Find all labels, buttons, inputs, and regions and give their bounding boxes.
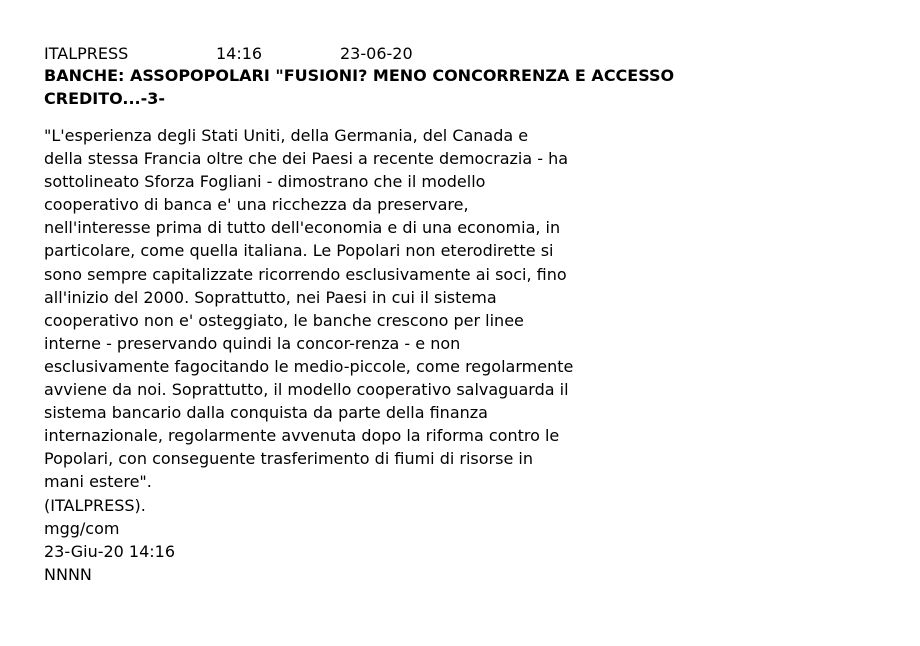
- header-time: 14:16: [216, 44, 263, 63]
- body-line: sottolineato Sforza Fogliani - dimostrano che il modello: [44, 172, 486, 192]
- body-line: nell'interesse prima di tutto dell'economia e di una economia, in: [44, 218, 561, 238]
- source-credit: (ITALPRESS).: [44, 495, 146, 515]
- agency-name: ITALPRESS: [44, 44, 129, 63]
- footer-timestamp: 23-Giu-20 14:16: [44, 541, 176, 561]
- headline-line-1: BANCHE: ASSOPOPOLARI "FUSIONI? MENO CONCORRENZA E ACCESSO: [44, 66, 675, 85]
- body-line: cooperativo di banca e' una ricchezza da preservare,: [44, 195, 469, 215]
- body-line: avviene da noi. Soprattutto, il modello cooperativo salvaguarda il: [44, 380, 569, 400]
- body-line: sono sempre capitalizzate ricorrendo esclusivamente ai soci, fino: [44, 264, 567, 284]
- end-marker: NNNN: [44, 564, 92, 584]
- body-line: della stessa Francia oltre che dei Paesi a recente democrazia - ha: [44, 149, 569, 169]
- body-line: internazionale, regolarmente avvenuta dopo la riforma contro le: [44, 426, 560, 446]
- body-line: interne - preservando quindi la concor-renza - e non: [44, 333, 461, 353]
- body-line: particolare, come quella italiana. Le Popolari non eterodirette si: [44, 241, 554, 261]
- body-line: sistema bancario dalla conquista da parte della finanza: [44, 403, 488, 423]
- body-line: mani estere".: [44, 472, 152, 492]
- body-line: cooperativo non e' osteggiato, le banche crescono per linee: [44, 310, 524, 330]
- body-line: "L'esperienza degli Stati Uniti, della Germania, del Canada e: [44, 126, 529, 145]
- author-code: mgg/com: [44, 518, 120, 538]
- headline: [44, 64, 876, 110]
- news-wire-document: [44, 44, 876, 586]
- body-line: esclusivamente fagocitando le medio-piccole, come regolarmente: [44, 356, 574, 376]
- article-body: [44, 124, 684, 586]
- body-line: Popolari, con conseguente trasferimento di fiumi di risorse in: [44, 449, 533, 469]
- headline-line-2: CREDITO...-3-: [44, 89, 166, 108]
- wire-header: [44, 44, 876, 64]
- body-line: all'inizio del 2000. Soprattutto, nei Paesi in cui il sistema: [44, 287, 497, 307]
- header-date: 23-06-20: [340, 44, 413, 63]
